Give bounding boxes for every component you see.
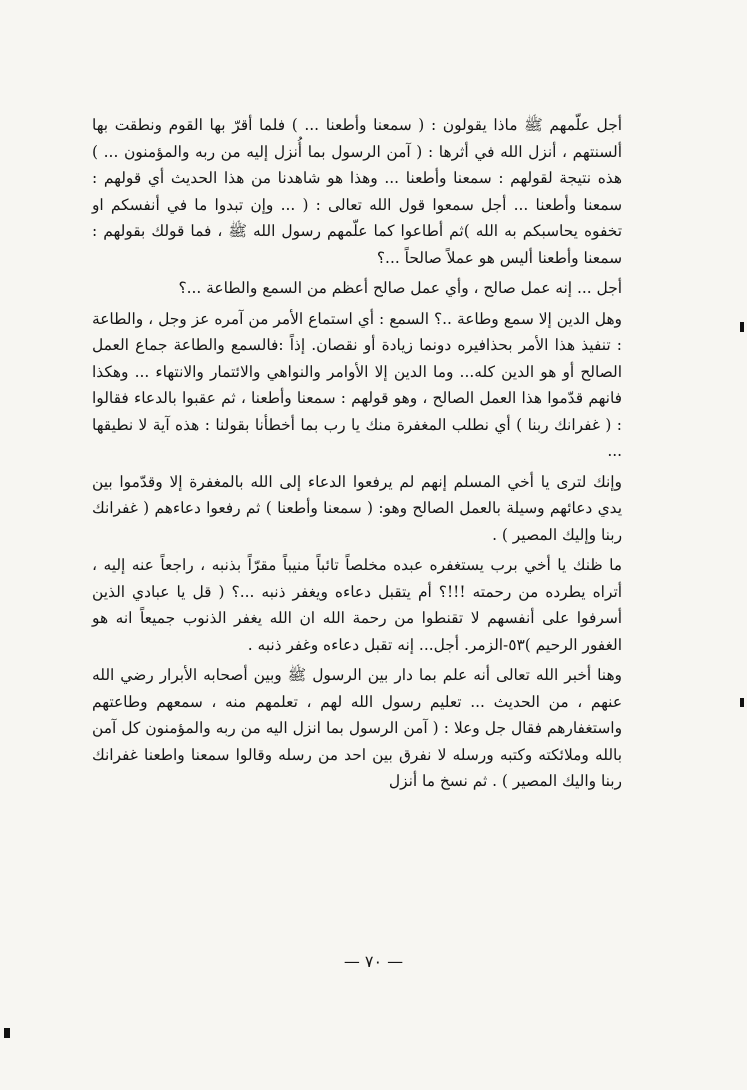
page-body-text: [92, 112, 622, 799]
paragraph-2: أجل ... إنه عمل صالح ، وأي عمل صالح أعظم من السمع والطاعة ...؟: [178, 279, 622, 297]
scan-edge-mark: [4, 1028, 10, 1038]
scan-edge-mark: [740, 698, 744, 707]
scan-edge-mark: [740, 322, 744, 332]
paragraph-5: ما ظنك يا أخي برب يستغفره عبده مخلصاً تائباً منيباً مقرّاً بذنبه ، راجعاً عنه إليه ، أتراه يطرده من رحمته !!!؟ أم يتقبل دعاءه ويغفر ذنبه ...؟ ( قل يا عبادي الذين أسرفوا على أنفسهم لا تقنطوا من رحمة الله ان الله يغفر الذنوب جميعاً انه هو الغفور الرحيم )٥٣-الزمر. أجل... إنه تقبل دعاءه وغفر ذنبه .: [92, 556, 622, 654]
page-number: — ٧٠ —: [343, 952, 404, 971]
paragraph-4: وإنك لترى يا أخي المسلم إنهم لم يرفعوا الدعاء إلى الله بالمغفرة إلا وقدّموا بين يدي دعائهم وسيلة بالعمل الصالح وهو: ( سمعنا وأطعنا ) ثم رفعوا دعاءهم ( غفرانك ربنا وإليك المصير ) .: [92, 472, 622, 544]
paragraph-6: وهنا أخبر الله تعالى أنه علم بما دار بين الرسول ﷺ وبين أصحابه الأبرار رضي الله عنهم ، من الحديث ... تعليم رسول الله لهم ، تعلمهم منه ، سمعهم وطاعتهم واستغفارهم فقال جل وعلا : ( آمن الرسول بما انزل اليه من ربه والمؤمنون كل آمن بالله وملائكته وكتبه ورسله لا نفرق بين احد من رسله وقالوا سمعنا واطعنا غفرانك ربنا واليك المصير ) . ثم نسخ ما أنزل: [92, 666, 622, 790]
paragraph-1: أجل علّمهم ﷺ ماذا يقولون : ( سمعنا وأطعنا ... ) فلما أقرّ بها القوم ونطقت بها ألسنتهم ، أنزل الله في أثرها : ( آمن الرسول بما أُنزل إليه من ربه والمؤمنون ... ) هذه نتيجة لقولهم : سمعنا وأطعنا ... وهذا هو شاهدنا من هذا الحديث أي قولهم : سمعنا وأطعنا ... أجل سمعوا قول الله تعالى : ( ... وإن تبدوا ما في أنفسكم او تخفوه يحاسبكم به الله )ثم أطاعوا كما علّمهم رسول الله ﷺ ، فما قولك بقولهم : سمعنا وأطعنا أليس هو عملاً صالحاً ...؟: [92, 116, 622, 267]
paragraph-3: وهل الدين إلا سمع وطاعة ..؟ السمع : أي استماع الأمر من آمره عز وجل ، والطاعة : تنفيذ هذا الأمر بحذافيره دونما زيادة أو نقصان. إذاً :فالسمع والطاعة جماع العمل الصالح أو هو الدين كله... وما الدين إلا الأوامر والنواهي والائتمار والانتهاء ... وهكذا فانهم قدّموا هذا العمل الصالح ، وهو قولهم : سمعنا وأطعنا ، ثم عقبوا بالدعاء فقالوا : ( غفرانك ربنا ) أي نطلب المغفرة منك يا رب بما أخطأنا بقولنا : هذه آية لا نطيقها ...: [92, 309, 622, 460]
